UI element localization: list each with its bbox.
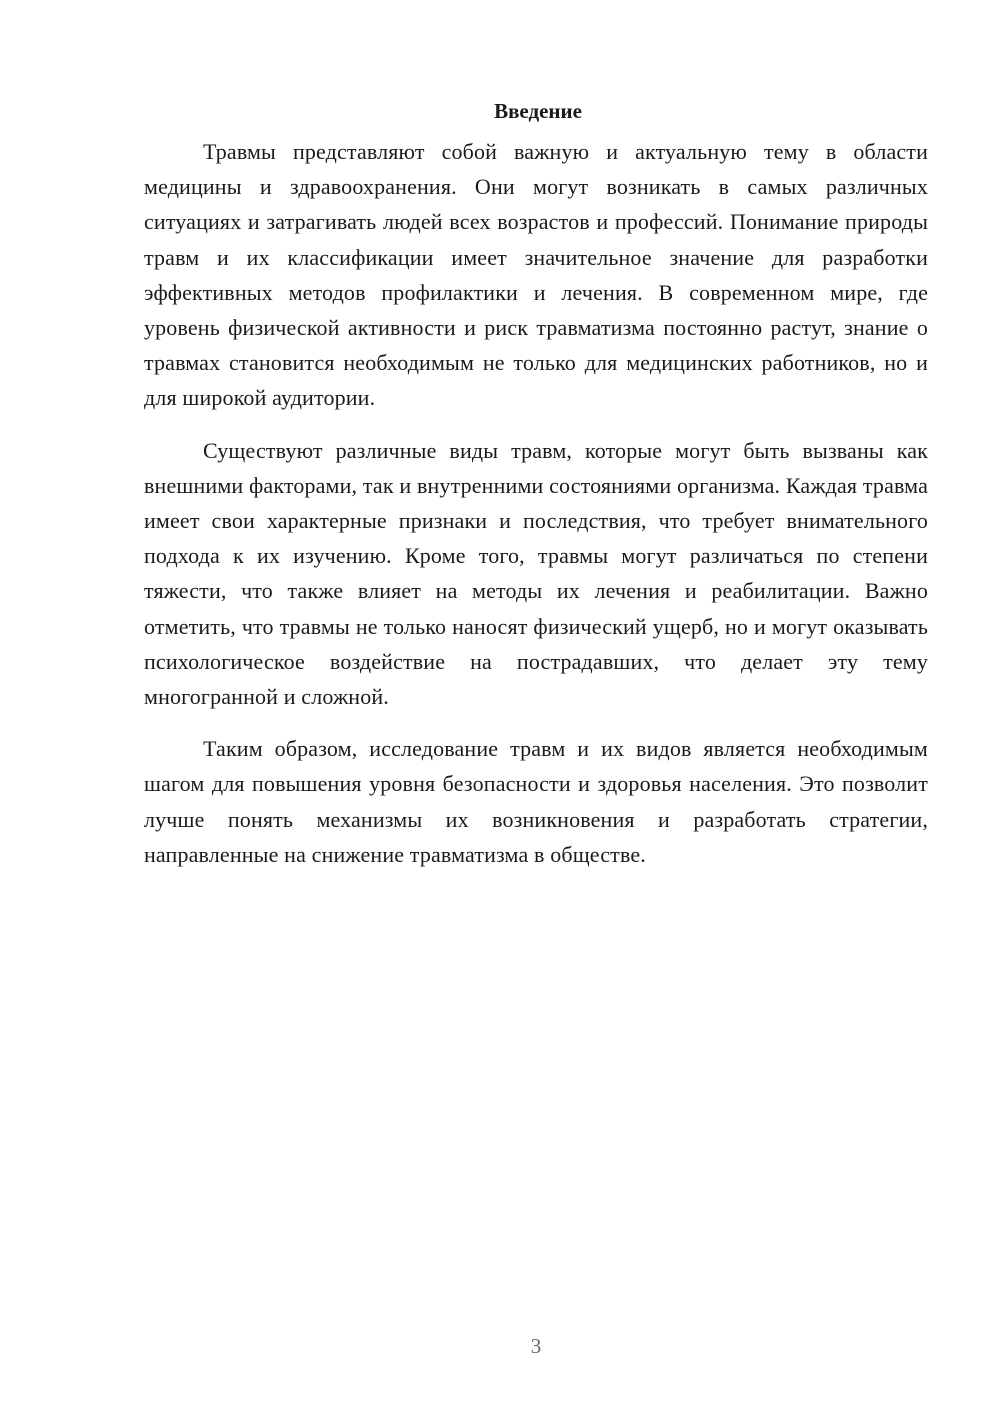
paragraph-2: Существуют различные виды травм, которые могут быть вызваны как внешними факторами, так и внутренними состояниями организма. Каждая травма имеет свои характерные признаки и последствия, что требует внимательного подхода к их изучению. Кроме того, травмы могут различаться по степени тяжести, что также влияет на методы их лечения и реабилитации. Важно отметить, что травмы не только наносят физический ущерб, но и могут оказывать психологическое воздействие на пострадавших, что делает эту тему многогранной и сложной. [144, 437, 928, 710]
paragraph-3: Таким образом, исследование травм и их видов является необходимым шагом для повышения уровня безопасности и здоровья населения. Это позволит лучше понять механизмы их возникновения и разработать стратегии, направленные на снижение травматизма в обществе. [144, 736, 928, 867]
section-heading: Введение [494, 99, 582, 123]
page-content [144, 96, 928, 889]
page-number: 3 [530, 1334, 542, 1358]
paragraph-1: Травмы представляют собой важную и актуальную тему в области медицины и здравоохранения. Они могут возникать в самых различных ситуациях и затрагивать людей всех возрастов и профессий. Понимание природы травм и их классификации имеет значительное значение для разработки эффективных методов профилактики и лечения. В современном мире, где уровень физической активности и риск травматизма постоянно растут, знание о травмах становится необходимым не только для медицинских работников, но и для широкой аудитории. [144, 139, 928, 411]
